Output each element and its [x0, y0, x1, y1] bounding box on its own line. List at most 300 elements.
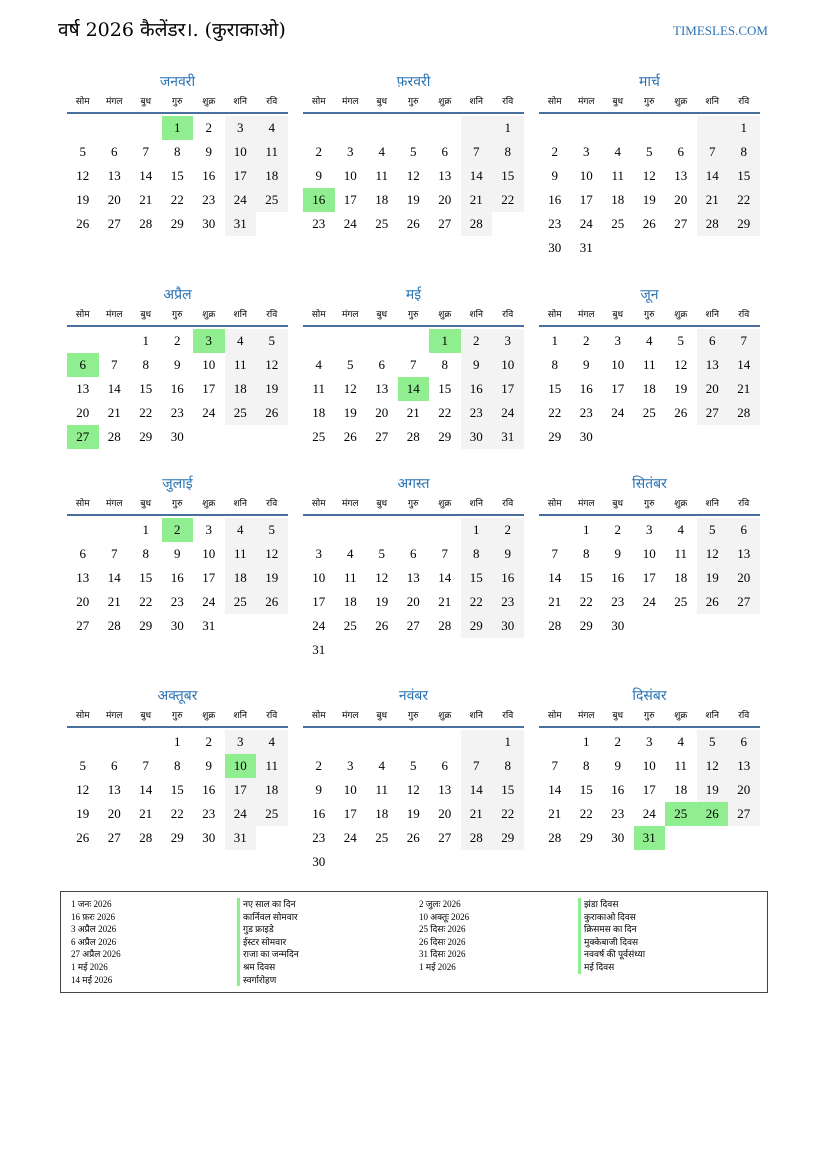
day-cell[interactable]: 13 [438, 782, 452, 797]
day-cell[interactable]: 23 [312, 830, 326, 845]
day-cell[interactable]: 5 [646, 144, 653, 159]
day-cell[interactable]: 10 [343, 168, 357, 183]
day-cell[interactable]: 12 [256, 353, 288, 377]
day-cell[interactable]: 18 [375, 806, 389, 821]
day-cell[interactable]: 4 [378, 758, 385, 773]
day-cell[interactable]: 3 [225, 116, 257, 140]
day-cell[interactable]: 3 [225, 730, 257, 754]
day-cell[interactable]: 16 [492, 566, 524, 590]
day-cell[interactable]: 25 [674, 594, 688, 609]
day-cell[interactable]: 18 [256, 778, 288, 802]
day-cell[interactable]: 27 [697, 401, 729, 425]
day-cell[interactable]: 24 [343, 216, 357, 231]
day-cell[interactable]: 16 [461, 377, 493, 401]
day-cell[interactable]: 14 [438, 570, 452, 585]
day-cell[interactable]: 23 [170, 594, 184, 609]
day-cell[interactable]: 6 [441, 144, 448, 159]
day-cell[interactable]: 1 [492, 730, 524, 754]
day-cell[interactable]: 31 [225, 212, 257, 236]
day-cell[interactable]: 27 [375, 429, 389, 444]
day-cell[interactable]: 24 [642, 806, 656, 821]
day-cell[interactable]: 2 [614, 734, 621, 749]
day-cell[interactable]: 13 [375, 381, 389, 396]
day-cell[interactable]: 21 [728, 377, 760, 401]
day-cell[interactable]: 26 [343, 429, 357, 444]
day-cell[interactable]: 2 [315, 144, 322, 159]
day-cell[interactable]: 27 [728, 802, 760, 826]
day-cell[interactable]: 7 [728, 329, 760, 353]
day-cell[interactable]: 15 [492, 164, 524, 188]
day-cell[interactable]: 11 [375, 168, 389, 183]
day-cell[interactable]: 5 [256, 518, 288, 542]
day-cell[interactable]: 19 [642, 192, 656, 207]
day-cell[interactable]: 13 [728, 542, 760, 566]
day-cell[interactable]: 15 [438, 381, 452, 396]
day-cell[interactable]: 21 [548, 806, 562, 821]
day-cell[interactable]: 17 [343, 806, 357, 821]
day-cell[interactable]: 16 [202, 168, 216, 183]
day-cell[interactable]: 9 [174, 357, 181, 372]
day-cell[interactable]: 22 [170, 192, 184, 207]
day-cell[interactable]: 23 [492, 590, 524, 614]
day-cell[interactable]: 14 [728, 353, 760, 377]
day-cell[interactable]: 25 [256, 802, 288, 826]
day-cell[interactable]: 1 [174, 734, 181, 749]
holiday-day-cell[interactable]: 31 [634, 826, 666, 850]
day-cell[interactable]: 12 [343, 381, 357, 396]
day-cell[interactable]: 27 [107, 830, 121, 845]
day-cell[interactable]: 29 [579, 830, 593, 845]
day-cell[interactable]: 6 [677, 144, 684, 159]
day-cell[interactable]: 3 [492, 329, 524, 353]
day-cell[interactable]: 8 [583, 758, 590, 773]
day-cell[interactable]: 12 [256, 542, 288, 566]
day-cell[interactable]: 17 [312, 594, 326, 609]
day-cell[interactable]: 13 [76, 570, 90, 585]
day-cell[interactable]: 10 [492, 353, 524, 377]
day-cell[interactable]: 11 [375, 782, 389, 797]
day-cell[interactable]: 30 [579, 429, 593, 444]
day-cell[interactable]: 22 [548, 405, 562, 420]
day-cell[interactable]: 10 [225, 140, 257, 164]
day-cell[interactable]: 2 [205, 734, 212, 749]
day-cell[interactable]: 7 [410, 357, 417, 372]
day-cell[interactable]: 26 [674, 405, 688, 420]
day-cell[interactable]: 22 [579, 594, 593, 609]
day-cell[interactable]: 5 [697, 730, 729, 754]
day-cell[interactable]: 28 [107, 618, 121, 633]
day-cell[interactable]: 14 [107, 570, 121, 585]
day-cell[interactable]: 21 [107, 405, 121, 420]
day-cell[interactable]: 30 [611, 618, 625, 633]
day-cell[interactable]: 4 [646, 333, 653, 348]
day-cell[interactable]: 16 [312, 806, 326, 821]
day-cell[interactable]: 27 [107, 216, 121, 231]
day-cell[interactable]: 19 [375, 594, 389, 609]
day-cell[interactable]: 17 [579, 192, 593, 207]
day-cell[interactable]: 18 [312, 405, 326, 420]
day-cell[interactable]: 8 [461, 542, 493, 566]
day-cell[interactable]: 7 [111, 546, 118, 561]
day-cell[interactable]: 25 [256, 188, 288, 212]
day-cell[interactable]: 9 [315, 782, 322, 797]
day-cell[interactable]: 31 [225, 826, 257, 850]
day-cell[interactable]: 11 [256, 754, 288, 778]
day-cell[interactable]: 28 [461, 826, 493, 850]
holiday-day-cell[interactable]: 14 [398, 377, 430, 401]
day-cell[interactable]: 3 [315, 546, 322, 561]
day-cell[interactable]: 30 [170, 429, 184, 444]
day-cell[interactable]: 20 [406, 594, 420, 609]
day-cell[interactable]: 14 [107, 381, 121, 396]
day-cell[interactable]: 13 [728, 754, 760, 778]
day-cell[interactable]: 17 [202, 570, 216, 585]
day-cell[interactable]: 28 [438, 618, 452, 633]
day-cell[interactable]: 1 [142, 522, 149, 537]
day-cell[interactable]: 15 [170, 168, 184, 183]
day-cell[interactable]: 20 [697, 377, 729, 401]
day-cell[interactable]: 7 [142, 144, 149, 159]
day-cell[interactable]: 14 [139, 168, 153, 183]
day-cell[interactable]: 24 [343, 830, 357, 845]
day-cell[interactable]: 9 [174, 546, 181, 561]
day-cell[interactable]: 21 [461, 802, 493, 826]
day-cell[interactable]: 18 [225, 377, 257, 401]
day-cell[interactable]: 21 [139, 192, 153, 207]
day-cell[interactable]: 7 [551, 546, 558, 561]
day-cell[interactable]: 31 [312, 642, 326, 657]
day-cell[interactable]: 26 [375, 618, 389, 633]
day-cell[interactable]: 5 [79, 144, 86, 159]
day-cell[interactable]: 24 [312, 618, 326, 633]
day-cell[interactable]: 25 [611, 216, 625, 231]
day-cell[interactable]: 28 [728, 401, 760, 425]
day-cell[interactable]: 22 [139, 405, 153, 420]
holiday-day-cell[interactable]: 2 [162, 518, 194, 542]
day-cell[interactable]: 6 [111, 758, 118, 773]
day-cell[interactable]: 7 [441, 546, 448, 561]
day-cell[interactable]: 2 [492, 518, 524, 542]
day-cell[interactable]: 31 [492, 425, 524, 449]
day-cell[interactable]: 22 [438, 405, 452, 420]
day-cell[interactable]: 3 [646, 522, 653, 537]
day-cell[interactable]: 18 [343, 594, 357, 609]
day-cell[interactable]: 31 [202, 618, 216, 633]
day-cell[interactable]: 9 [614, 758, 621, 773]
day-cell[interactable]: 30 [461, 425, 493, 449]
day-cell[interactable]: 2 [583, 333, 590, 348]
day-cell[interactable]: 26 [76, 830, 90, 845]
holiday-day-cell[interactable]: 27 [67, 425, 99, 449]
day-cell[interactable]: 23 [202, 192, 216, 207]
day-cell[interactable]: 1 [728, 116, 760, 140]
day-cell[interactable]: 22 [139, 594, 153, 609]
day-cell[interactable]: 23 [170, 405, 184, 420]
day-cell[interactable]: 16 [170, 381, 184, 396]
day-cell[interactable]: 21 [139, 806, 153, 821]
day-cell[interactable]: 10 [202, 357, 216, 372]
day-cell[interactable]: 4 [677, 734, 684, 749]
day-cell[interactable]: 12 [697, 542, 729, 566]
day-cell[interactable]: 15 [548, 381, 562, 396]
day-cell[interactable]: 15 [728, 164, 760, 188]
day-cell[interactable]: 4 [315, 357, 322, 372]
day-cell[interactable]: 15 [170, 782, 184, 797]
day-cell[interactable]: 30 [202, 216, 216, 231]
day-cell[interactable]: 9 [614, 546, 621, 561]
day-cell[interactable]: 25 [642, 405, 656, 420]
day-cell[interactable]: 5 [677, 333, 684, 348]
day-cell[interactable]: 9 [492, 542, 524, 566]
day-cell[interactable]: 8 [728, 140, 760, 164]
day-cell[interactable]: 17 [642, 570, 656, 585]
day-cell[interactable]: 20 [674, 192, 688, 207]
day-cell[interactable]: 11 [225, 353, 257, 377]
day-cell[interactable]: 7 [697, 140, 729, 164]
day-cell[interactable]: 27 [76, 618, 90, 633]
day-cell[interactable]: 13 [697, 353, 729, 377]
day-cell[interactable]: 8 [142, 357, 149, 372]
day-cell[interactable]: 20 [107, 192, 121, 207]
day-cell[interactable]: 3 [347, 144, 354, 159]
day-cell[interactable]: 10 [642, 758, 656, 773]
day-cell[interactable]: 2 [551, 144, 558, 159]
day-cell[interactable]: 24 [492, 401, 524, 425]
day-cell[interactable]: 18 [642, 381, 656, 396]
day-cell[interactable]: 24 [611, 405, 625, 420]
day-cell[interactable]: 20 [107, 806, 121, 821]
day-cell[interactable]: 3 [205, 522, 212, 537]
day-cell[interactable]: 6 [728, 518, 760, 542]
day-cell[interactable]: 25 [375, 216, 389, 231]
day-cell[interactable]: 29 [170, 830, 184, 845]
day-cell[interactable]: 16 [170, 570, 184, 585]
day-cell[interactable]: 20 [438, 806, 452, 821]
day-cell[interactable]: 24 [202, 405, 216, 420]
day-cell[interactable]: 27 [674, 216, 688, 231]
day-cell[interactable]: 18 [375, 192, 389, 207]
day-cell[interactable]: 22 [728, 188, 760, 212]
day-cell[interactable]: 26 [256, 590, 288, 614]
day-cell[interactable]: 13 [107, 168, 121, 183]
holiday-day-cell[interactable]: 6 [67, 353, 99, 377]
day-cell[interactable]: 7 [461, 754, 493, 778]
day-cell[interactable]: 4 [614, 144, 621, 159]
day-cell[interactable]: 28 [406, 429, 420, 444]
day-cell[interactable]: 25 [225, 590, 257, 614]
day-cell[interactable]: 19 [256, 377, 288, 401]
day-cell[interactable]: 22 [461, 590, 493, 614]
day-cell[interactable]: 13 [76, 381, 90, 396]
day-cell[interactable]: 27 [406, 618, 420, 633]
day-cell[interactable]: 11 [674, 546, 688, 561]
day-cell[interactable]: 9 [583, 357, 590, 372]
day-cell[interactable]: 5 [79, 758, 86, 773]
holiday-day-cell[interactable]: 26 [697, 802, 729, 826]
day-cell[interactable]: 19 [674, 381, 688, 396]
day-cell[interactable]: 28 [107, 429, 121, 444]
day-cell[interactable]: 18 [611, 192, 625, 207]
day-cell[interactable]: 22 [170, 806, 184, 821]
day-cell[interactable]: 14 [139, 782, 153, 797]
day-cell[interactable]: 29 [170, 216, 184, 231]
day-cell[interactable]: 26 [642, 216, 656, 231]
day-cell[interactable]: 11 [642, 357, 656, 372]
day-cell[interactable]: 24 [202, 594, 216, 609]
day-cell[interactable]: 23 [202, 806, 216, 821]
day-cell[interactable]: 30 [312, 854, 326, 869]
day-cell[interactable]: 10 [579, 168, 593, 183]
day-cell[interactable]: 1 [583, 522, 590, 537]
day-cell[interactable]: 6 [378, 357, 385, 372]
day-cell[interactable]: 11 [256, 140, 288, 164]
day-cell[interactable]: 11 [674, 758, 688, 773]
day-cell[interactable]: 1 [142, 333, 149, 348]
day-cell[interactable]: 24 [642, 594, 656, 609]
day-cell[interactable]: 20 [375, 405, 389, 420]
day-cell[interactable]: 29 [728, 212, 760, 236]
day-cell[interactable]: 15 [461, 566, 493, 590]
day-cell[interactable]: 6 [111, 144, 118, 159]
day-cell[interactable]: 9 [551, 168, 558, 183]
day-cell[interactable]: 6 [697, 329, 729, 353]
day-cell[interactable]: 24 [579, 216, 593, 231]
holiday-day-cell[interactable]: 1 [429, 329, 461, 353]
day-cell[interactable]: 9 [461, 353, 493, 377]
day-cell[interactable]: 19 [343, 405, 357, 420]
day-cell[interactable]: 26 [76, 216, 90, 231]
day-cell[interactable]: 25 [312, 429, 326, 444]
day-cell[interactable]: 6 [441, 758, 448, 773]
day-cell[interactable]: 21 [406, 405, 420, 420]
day-cell[interactable]: 1 [551, 333, 558, 348]
day-cell[interactable]: 3 [583, 144, 590, 159]
day-cell[interactable]: 26 [406, 830, 420, 845]
day-cell[interactable]: 4 [677, 522, 684, 537]
day-cell[interactable]: 8 [174, 144, 181, 159]
day-cell[interactable]: 12 [375, 570, 389, 585]
holiday-day-cell[interactable]: 25 [665, 802, 697, 826]
day-cell[interactable]: 24 [225, 802, 257, 826]
day-cell[interactable]: 10 [611, 357, 625, 372]
day-cell[interactable]: 12 [76, 168, 90, 183]
day-cell[interactable]: 22 [492, 188, 524, 212]
day-cell[interactable]: 12 [674, 357, 688, 372]
day-cell[interactable]: 29 [438, 429, 452, 444]
day-cell[interactable]: 30 [548, 240, 562, 255]
day-cell[interactable]: 12 [642, 168, 656, 183]
day-cell[interactable]: 23 [312, 216, 326, 231]
day-cell[interactable]: 19 [76, 806, 90, 821]
day-cell[interactable]: 31 [579, 240, 593, 255]
day-cell[interactable]: 4 [225, 329, 257, 353]
day-cell[interactable]: 26 [256, 401, 288, 425]
day-cell[interactable]: 20 [76, 594, 90, 609]
day-cell[interactable]: 18 [674, 570, 688, 585]
day-cell[interactable]: 1 [492, 116, 524, 140]
day-cell[interactable]: 15 [492, 778, 524, 802]
day-cell[interactable]: 18 [256, 164, 288, 188]
day-cell[interactable]: 21 [107, 594, 121, 609]
day-cell[interactable]: 7 [551, 758, 558, 773]
day-cell[interactable]: 2 [315, 758, 322, 773]
day-cell[interactable]: 7 [111, 357, 118, 372]
day-cell[interactable]: 21 [697, 188, 729, 212]
day-cell[interactable]: 9 [205, 144, 212, 159]
day-cell[interactable]: 29 [461, 614, 493, 638]
day-cell[interactable]: 28 [548, 830, 562, 845]
day-cell[interactable]: 6 [728, 730, 760, 754]
day-cell[interactable]: 15 [139, 570, 153, 585]
day-cell[interactable]: 2 [205, 120, 212, 135]
day-cell[interactable]: 14 [548, 782, 562, 797]
day-cell[interactable]: 12 [697, 754, 729, 778]
day-cell[interactable]: 23 [611, 806, 625, 821]
day-cell[interactable]: 3 [347, 758, 354, 773]
day-cell[interactable]: 11 [343, 570, 357, 585]
day-cell[interactable]: 26 [406, 216, 420, 231]
day-cell[interactable]: 1 [461, 518, 493, 542]
day-cell[interactable]: 21 [548, 594, 562, 609]
day-cell[interactable]: 9 [315, 168, 322, 183]
day-cell[interactable]: 28 [139, 216, 153, 231]
day-cell[interactable]: 16 [548, 192, 562, 207]
day-cell[interactable]: 12 [406, 168, 420, 183]
day-cell[interactable]: 14 [697, 164, 729, 188]
day-cell[interactable]: 4 [347, 546, 354, 561]
day-cell[interactable]: 26 [697, 590, 729, 614]
day-cell[interactable]: 29 [548, 429, 562, 444]
day-cell[interactable]: 1 [583, 734, 590, 749]
day-cell[interactable]: 16 [579, 381, 593, 396]
day-cell[interactable]: 20 [728, 566, 760, 590]
day-cell[interactable]: 12 [76, 782, 90, 797]
day-cell[interactable]: 5 [410, 144, 417, 159]
day-cell[interactable]: 3 [614, 333, 621, 348]
day-cell[interactable]: 27 [728, 590, 760, 614]
day-cell[interactable]: 12 [406, 782, 420, 797]
day-cell[interactable]: 8 [492, 754, 524, 778]
day-cell[interactable]: 17 [202, 381, 216, 396]
holiday-day-cell[interactable]: 16 [303, 188, 335, 212]
day-cell[interactable]: 8 [551, 357, 558, 372]
day-cell[interactable]: 22 [492, 802, 524, 826]
day-cell[interactable]: 15 [139, 381, 153, 396]
day-cell[interactable]: 13 [406, 570, 420, 585]
day-cell[interactable]: 11 [225, 542, 257, 566]
day-cell[interactable]: 28 [461, 212, 493, 236]
day-cell[interactable]: 8 [583, 546, 590, 561]
day-cell[interactable]: 16 [202, 782, 216, 797]
day-cell[interactable]: 20 [728, 778, 760, 802]
day-cell[interactable]: 8 [441, 357, 448, 372]
day-cell[interactable]: 4 [225, 518, 257, 542]
day-cell[interactable]: 4 [256, 116, 288, 140]
day-cell[interactable]: 11 [312, 381, 326, 396]
day-cell[interactable]: 5 [256, 329, 288, 353]
holiday-day-cell[interactable]: 10 [225, 754, 257, 778]
day-cell[interactable]: 19 [406, 192, 420, 207]
day-cell[interactable]: 28 [139, 830, 153, 845]
day-cell[interactable]: 9 [205, 758, 212, 773]
day-cell[interactable]: 28 [697, 212, 729, 236]
day-cell[interactable]: 6 [79, 546, 86, 561]
day-cell[interactable]: 5 [697, 518, 729, 542]
day-cell[interactable]: 17 [611, 381, 625, 396]
day-cell[interactable]: 11 [611, 168, 625, 183]
holiday-day-cell[interactable]: 3 [193, 329, 225, 353]
day-cell[interactable]: 16 [611, 782, 625, 797]
